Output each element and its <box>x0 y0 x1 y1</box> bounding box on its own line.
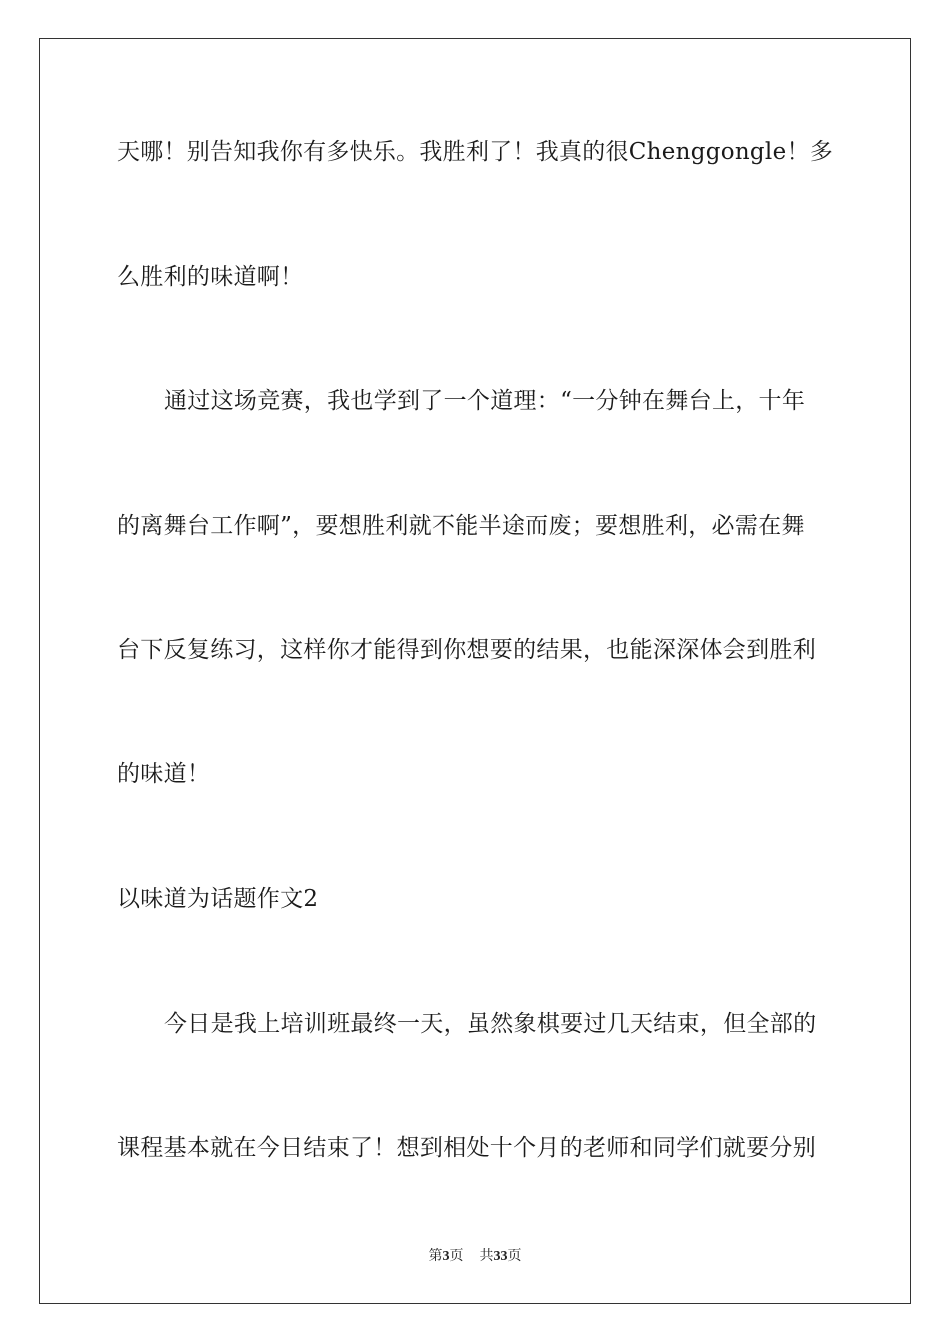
text-line-2-content: 么胜利的味道啊！ <box>117 264 304 290</box>
page-prefix: 第 <box>428 1248 443 1264</box>
text-line-4-content: 的离舞台工作啊”，要想胜利就不能半途而废；要想胜利，必需在舞 <box>117 513 805 539</box>
text-line-3-content: 通过这场竞赛，我也学到了一个道理：“一分钟在舞台上，十年 <box>164 388 806 414</box>
total-suffix: 页 <box>507 1248 522 1264</box>
section-heading-text: 以味道为话题作文2 <box>117 886 319 912</box>
text-line-2 <box>117 262 833 292</box>
text-line-5 <box>117 635 833 665</box>
text-line-8 <box>117 1009 833 1039</box>
total-pages: 33 <box>493 1249 508 1264</box>
text-line-9-content: 课程基本就在今日结束了！想到相处十个月的老师和同学们就要分别 <box>117 1135 816 1161</box>
text-line-3 <box>117 386 833 416</box>
section-heading <box>117 884 833 914</box>
page-border <box>39 38 911 1304</box>
text-line-6-content: 的味道！ <box>117 761 211 787</box>
text-line-1-content: 天哪！别告知我你有多快乐。我胜利了！我真的很Chenggongle！多 <box>117 139 833 165</box>
total-prefix: 共 <box>479 1248 494 1264</box>
text-line-8-content: 今日是我上培训班最终一天，虽然象棋要过几天结束，但全部的 <box>164 1011 817 1037</box>
text-line-4 <box>117 511 833 541</box>
text-line-9 <box>117 1133 833 1163</box>
text-line-6 <box>117 759 833 789</box>
page-suffix: 页 <box>449 1248 464 1264</box>
text-line-5-content: 台下反复练习，这样你才能得到你想要的结果，也能深深体会到胜利 <box>117 637 816 663</box>
page-footer <box>0 1247 950 1266</box>
text-line-1 <box>117 137 833 167</box>
page-number: 3 <box>442 1249 450 1264</box>
